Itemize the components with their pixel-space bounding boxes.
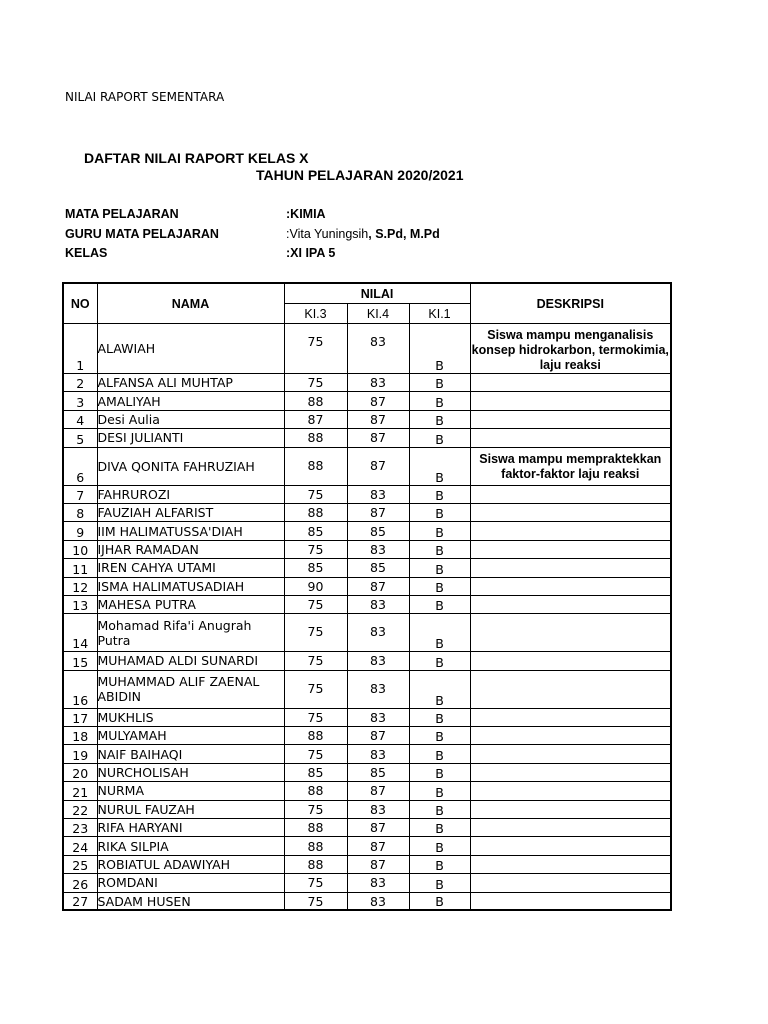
row-ki1: B <box>409 614 470 652</box>
row-ki1: B <box>409 874 470 892</box>
row-name: AMALIYAH <box>97 392 284 410</box>
table-row <box>63 652 671 670</box>
table-row <box>63 708 671 726</box>
table-row <box>63 614 671 652</box>
table-row <box>63 429 671 447</box>
row-no: 13 <box>63 595 97 613</box>
row-description <box>470 540 671 558</box>
row-name: DIVA QONITA FAHRUZIAH <box>97 447 284 485</box>
row-description <box>470 503 671 521</box>
header-nilai: NILAI <box>284 283 470 304</box>
row-no: 7 <box>63 485 97 503</box>
row-name: MAHESA PUTRA <box>97 595 284 613</box>
row-ki1: B <box>409 708 470 726</box>
subject-value: :KIMIA <box>286 207 326 221</box>
row-ki3: 75 <box>284 800 347 818</box>
row-ki4: 85 <box>347 522 409 540</box>
row-description <box>470 782 671 800</box>
row-ki1: B <box>409 595 470 613</box>
row-no: 6 <box>63 447 97 485</box>
row-ki3: 88 <box>284 392 347 410</box>
row-ki3: 88 <box>284 855 347 873</box>
row-ki1: B <box>409 800 470 818</box>
row-ki3: 88 <box>284 727 347 745</box>
row-name: RIKA SILPIA <box>97 837 284 855</box>
row-ki4: 83 <box>347 745 409 763</box>
row-ki1: B <box>409 727 470 745</box>
table-row <box>63 874 671 892</box>
row-name: ISMA HALIMATUSADIAH <box>97 577 284 595</box>
row-description <box>470 874 671 892</box>
row-ki4: 87 <box>347 410 409 428</box>
table-row <box>63 855 671 873</box>
row-ki4: 83 <box>347 708 409 726</box>
row-description <box>470 410 671 428</box>
row-ki4: 85 <box>347 559 409 577</box>
row-name: NURMA <box>97 782 284 800</box>
row-description <box>470 652 671 670</box>
row-description <box>470 892 671 910</box>
row-description <box>470 392 671 410</box>
class-label: KELAS <box>65 246 108 260</box>
row-ki4: 83 <box>347 374 409 392</box>
row-ki4: 87 <box>347 447 409 485</box>
teacher-value <box>286 227 440 241</box>
row-no: 16 <box>63 670 97 708</box>
table-row <box>63 670 671 708</box>
table-row <box>63 819 671 837</box>
table-row <box>63 837 671 855</box>
row-ki3: 88 <box>284 782 347 800</box>
table-row <box>63 800 671 818</box>
header-deskripsi: DESKRIPSI <box>470 283 671 324</box>
header-ki1: KI.1 <box>409 304 470 324</box>
row-no: 8 <box>63 503 97 521</box>
row-name: NURCHOLISAH <box>97 763 284 781</box>
table-row <box>63 503 671 521</box>
row-ki3: 88 <box>284 447 347 485</box>
row-description <box>470 708 671 726</box>
row-name: NURUL FAUZAH <box>97 800 284 818</box>
row-ki3: 88 <box>284 819 347 837</box>
row-description <box>470 670 671 708</box>
row-name: ROBIATUL ADAWIYAH <box>97 855 284 873</box>
row-ki4: 85 <box>347 763 409 781</box>
row-ki3: 75 <box>284 540 347 558</box>
row-no: 4 <box>63 410 97 428</box>
row-no: 25 <box>63 855 97 873</box>
table-row <box>63 892 671 910</box>
row-ki4: 83 <box>347 652 409 670</box>
row-no: 1 <box>63 324 97 374</box>
header-ki4: KI.4 <box>347 304 409 324</box>
table-row <box>63 727 671 745</box>
row-no: 22 <box>63 800 97 818</box>
row-name: MUHAMMAD ALIF ZAENAL ABIDIN <box>97 670 284 708</box>
row-name: FAHRUROZI <box>97 485 284 503</box>
row-ki3: 88 <box>284 503 347 521</box>
row-description <box>470 577 671 595</box>
row-ki4: 87 <box>347 577 409 595</box>
row-description <box>470 429 671 447</box>
table-row <box>63 410 671 428</box>
row-name: MUHAMAD ALDI SUNARDI <box>97 652 284 670</box>
row-ki4: 87 <box>347 727 409 745</box>
table-row <box>63 522 671 540</box>
row-no: 10 <box>63 540 97 558</box>
row-description <box>470 374 671 392</box>
row-ki4: 83 <box>347 324 409 374</box>
page-title: DAFTAR NILAI RAPORT KELAS X <box>84 150 309 166</box>
row-no: 9 <box>63 522 97 540</box>
row-no: 23 <box>63 819 97 837</box>
row-ki4: 83 <box>347 595 409 613</box>
row-description <box>470 837 671 855</box>
row-ki4: 87 <box>347 837 409 855</box>
row-ki4: 83 <box>347 892 409 910</box>
table-row <box>63 577 671 595</box>
table-row <box>63 745 671 763</box>
row-ki3: 75 <box>284 595 347 613</box>
row-name: NAIF BAIHAQI <box>97 745 284 763</box>
row-ki1: B <box>409 577 470 595</box>
row-description: Siswa mampu mempraktekkan faktor-faktor laju reaksi <box>470 447 671 485</box>
row-name: DESI JULIANTI <box>97 429 284 447</box>
row-name: FAUZIAH ALFARIST <box>97 503 284 521</box>
table-row <box>63 782 671 800</box>
table-row <box>63 324 671 374</box>
row-ki3: 75 <box>284 374 347 392</box>
row-no: 17 <box>63 708 97 726</box>
table-row <box>63 595 671 613</box>
row-ki3: 75 <box>284 892 347 910</box>
row-ki4: 87 <box>347 429 409 447</box>
row-no: 3 <box>63 392 97 410</box>
row-name: SADAM HUSEN <box>97 892 284 910</box>
table-row <box>63 447 671 485</box>
row-description <box>470 800 671 818</box>
row-ki1: B <box>409 522 470 540</box>
row-description <box>470 855 671 873</box>
row-ki3: 75 <box>284 708 347 726</box>
row-ki4: 83 <box>347 485 409 503</box>
header-nama: NAMA <box>97 283 284 324</box>
row-ki4: 87 <box>347 782 409 800</box>
page-subtitle: TAHUN PELAJARAN 2020/2021 <box>256 167 464 183</box>
row-ki3: 75 <box>284 485 347 503</box>
row-ki1: B <box>409 429 470 447</box>
row-ki1: B <box>409 892 470 910</box>
row-ki4: 83 <box>347 874 409 892</box>
row-ki1: B <box>409 782 470 800</box>
row-name: ROMDANI <box>97 874 284 892</box>
table-row <box>63 540 671 558</box>
row-ki1: B <box>409 819 470 837</box>
row-ki3: 88 <box>284 837 347 855</box>
row-no: 14 <box>63 614 97 652</box>
row-ki3: 75 <box>284 652 347 670</box>
row-name: IREN CAHYA UTAMI <box>97 559 284 577</box>
row-ki1: B <box>409 559 470 577</box>
row-name: IJHAR RAMADAN <box>97 540 284 558</box>
row-no: 21 <box>63 782 97 800</box>
row-no: 19 <box>63 745 97 763</box>
row-ki3: 90 <box>284 577 347 595</box>
row-ki3: 75 <box>284 874 347 892</box>
row-no: 5 <box>63 429 97 447</box>
row-ki4: 83 <box>347 614 409 652</box>
row-no: 12 <box>63 577 97 595</box>
row-ki1: B <box>409 324 470 374</box>
row-name: MUKHLIS <box>97 708 284 726</box>
row-ki1: B <box>409 374 470 392</box>
row-ki1: B <box>409 745 470 763</box>
row-ki3: 75 <box>284 614 347 652</box>
row-description: Siswa mampu menganalisis konsep hidrokarbon, termokimia, laju reaksi <box>470 324 671 374</box>
row-name: IIM HALIMATUSSA'DIAH <box>97 522 284 540</box>
row-name: Mohamad Rifa'i Anugrah Putra <box>97 614 284 652</box>
row-ki1: B <box>409 837 470 855</box>
row-ki4: 87 <box>347 392 409 410</box>
row-name: RIFA HARYANI <box>97 819 284 837</box>
row-ki4: 87 <box>347 819 409 837</box>
row-description <box>470 559 671 577</box>
row-description <box>470 745 671 763</box>
row-description <box>470 727 671 745</box>
row-description <box>470 819 671 837</box>
row-description <box>470 522 671 540</box>
row-ki3: 88 <box>284 429 347 447</box>
row-description <box>470 763 671 781</box>
row-name: ALFANSA ALI MUHTAP <box>97 374 284 392</box>
row-no: 2 <box>63 374 97 392</box>
row-no: 27 <box>63 892 97 910</box>
table-row <box>63 485 671 503</box>
row-description <box>470 485 671 503</box>
row-ki3: 85 <box>284 522 347 540</box>
document-label: NILAI RAPORT SEMENTARA <box>65 90 225 104</box>
row-ki3: 85 <box>284 763 347 781</box>
row-ki3: 87 <box>284 410 347 428</box>
row-ki4: 87 <box>347 855 409 873</box>
table-row <box>63 559 671 577</box>
row-ki3: 75 <box>284 324 347 374</box>
grades-table <box>62 282 672 911</box>
table-row <box>63 374 671 392</box>
row-ki4: 87 <box>347 503 409 521</box>
row-no: 24 <box>63 837 97 855</box>
teacher-label: GURU MATA PELAJARAN <box>65 227 219 241</box>
row-ki1: B <box>409 410 470 428</box>
teacher-name: :Vita Yuningsih <box>286 227 369 241</box>
row-ki1: B <box>409 670 470 708</box>
table-row <box>63 392 671 410</box>
row-ki1: B <box>409 540 470 558</box>
row-name: MULYAMAH <box>97 727 284 745</box>
header-ki3: KI.3 <box>284 304 347 324</box>
row-ki3: 85 <box>284 559 347 577</box>
row-name: Desi Aulia <box>97 410 284 428</box>
class-value: :XI IPA 5 <box>286 246 336 260</box>
row-description <box>470 614 671 652</box>
table-row <box>63 763 671 781</box>
row-ki1: B <box>409 485 470 503</box>
row-ki1: B <box>409 447 470 485</box>
row-ki1: B <box>409 503 470 521</box>
row-no: 18 <box>63 727 97 745</box>
row-name: ALAWIAH <box>97 324 284 374</box>
row-ki3: 75 <box>284 670 347 708</box>
row-no: 20 <box>63 763 97 781</box>
row-ki1: B <box>409 855 470 873</box>
header-no: NO <box>63 283 97 324</box>
row-ki4: 83 <box>347 540 409 558</box>
row-description <box>470 595 671 613</box>
teacher-title: , S.Pd, M.Pd <box>368 227 440 241</box>
row-no: 15 <box>63 652 97 670</box>
row-ki1: B <box>409 763 470 781</box>
row-ki1: B <box>409 652 470 670</box>
row-ki1: B <box>409 392 470 410</box>
row-no: 11 <box>63 559 97 577</box>
row-ki4: 83 <box>347 800 409 818</box>
row-ki4: 83 <box>347 670 409 708</box>
row-ki3: 75 <box>284 745 347 763</box>
subject-label: MATA PELAJARAN <box>65 207 179 221</box>
row-no: 26 <box>63 874 97 892</box>
